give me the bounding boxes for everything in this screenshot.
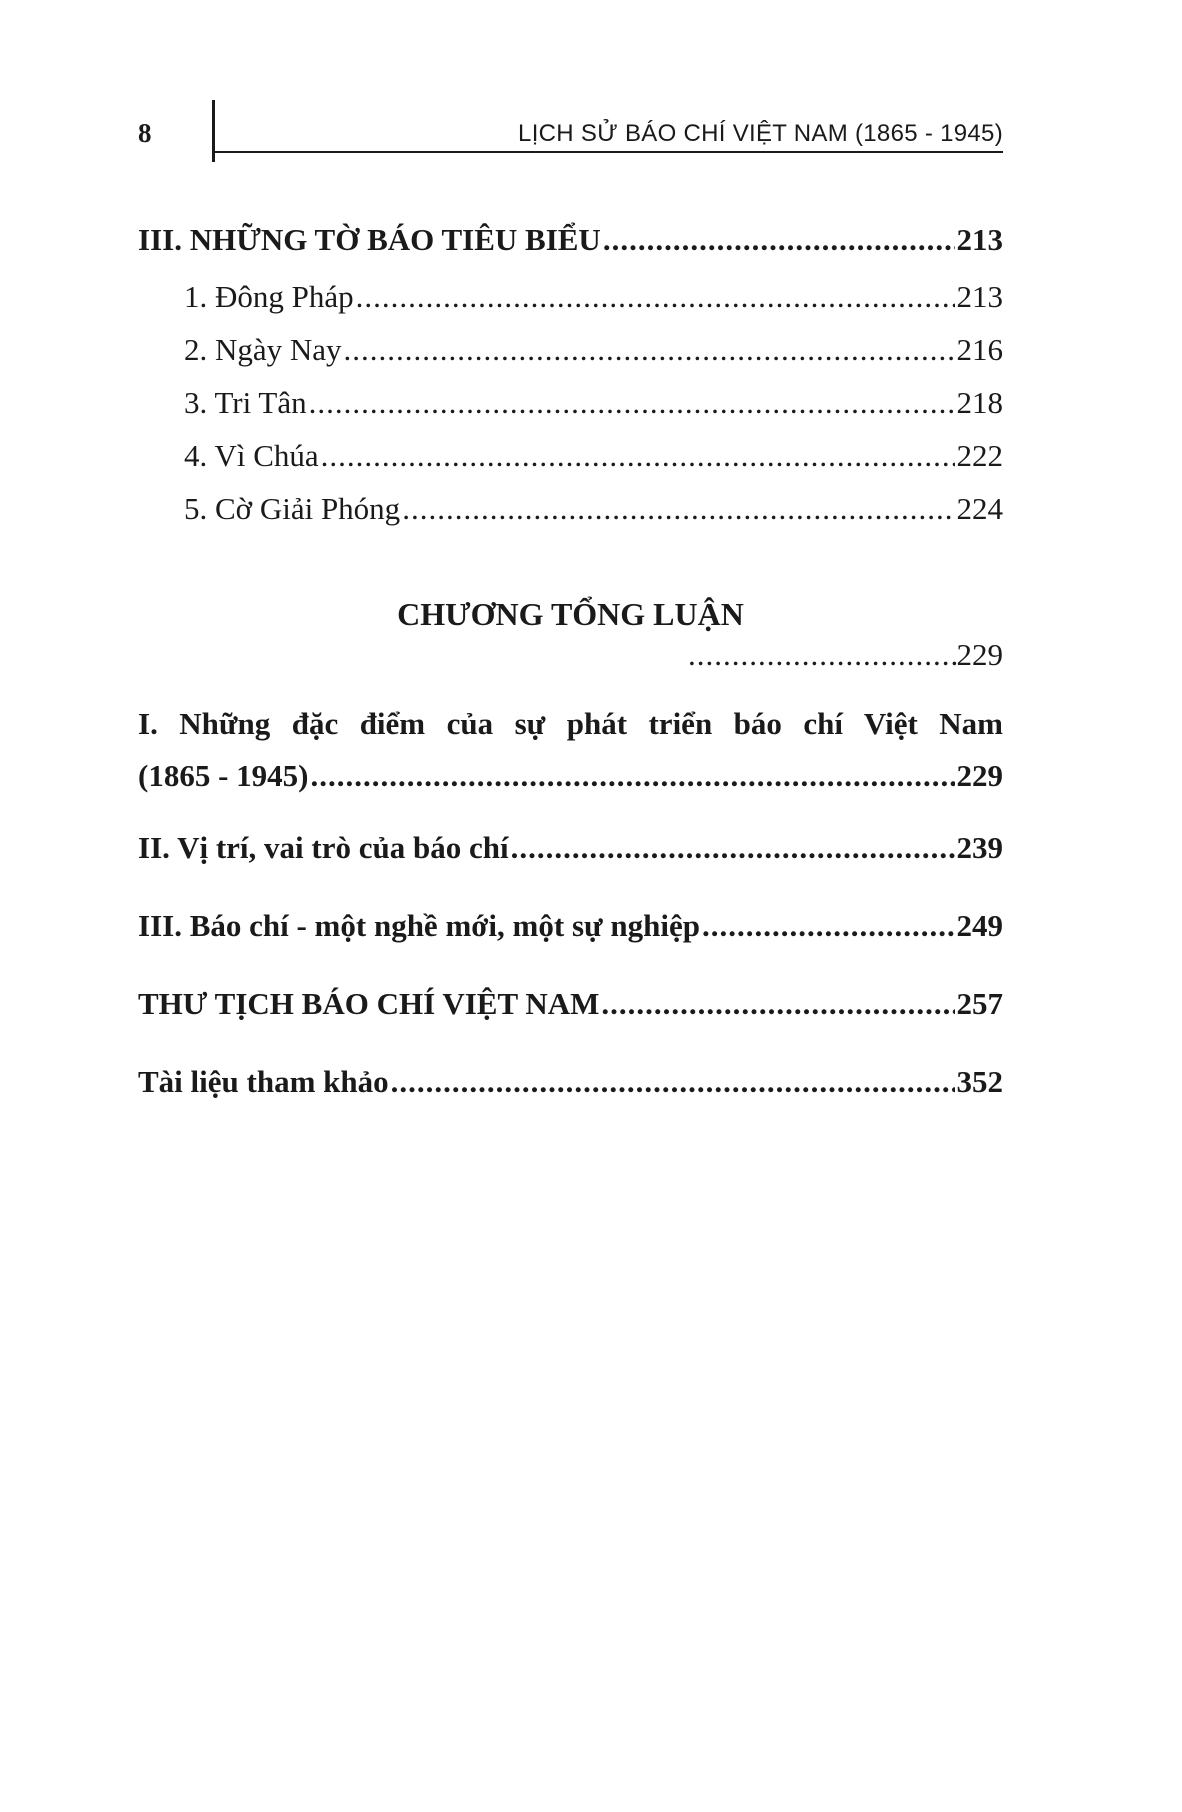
dot-leader — [309, 385, 955, 421]
toc-entry-section-iii[interactable] — [138, 222, 1003, 258]
toc-entry-label: 5. Cờ Giải Phóng — [184, 491, 401, 526]
dot-leader — [344, 332, 955, 368]
toc-sub-entry[interactable] — [184, 279, 1003, 315]
toc-entry-page: 229 — [956, 637, 1003, 672]
toc-entry-label: 4. Vì Chúa — [184, 438, 319, 473]
toc-entry-label: 1. Đông Pháp — [184, 279, 354, 314]
toc-entry-label: III. Báo chí - một nghề mới, một sự nghiệp — [138, 908, 700, 943]
toc-entry-label: 2. Ngày Nay — [184, 332, 342, 367]
toc-entry-bibliography[interactable] — [138, 986, 1003, 1022]
toc-entry-page: 239 — [956, 830, 1003, 865]
chapter-heading[interactable]: CHƯƠNG TỔNG LUẬN — [397, 596, 744, 632]
header-horizontal-rule — [214, 151, 1003, 153]
toc-entry-page: 352 — [956, 1064, 1003, 1099]
toc-entry-continuation — [138, 758, 1003, 794]
dot-leader — [391, 1064, 955, 1100]
page-number: 8 — [138, 118, 152, 148]
toc-entry-page: 229 — [956, 758, 1003, 793]
toc-entry-label: II. Vị trí, vai trò của báo chí — [138, 830, 509, 865]
toc-sub-entry[interactable] — [184, 385, 1003, 421]
dot-leader — [601, 986, 954, 1022]
toc-entry-page: 224 — [956, 491, 1003, 526]
dot-leader — [310, 758, 954, 794]
toc-entry-page: 222 — [956, 438, 1003, 473]
dot-leader — [402, 491, 954, 527]
running-title: LỊCH SỬ BÁO CHÍ VIỆT NAM (1865 - 1945) — [518, 120, 1003, 147]
dot-leader — [603, 222, 955, 258]
toc-sub-entry[interactable] — [184, 438, 1003, 474]
dot-leader — [356, 279, 955, 315]
toc-entry-label: 3. Tri Tân — [184, 385, 307, 420]
chapter-page-ref — [688, 637, 1003, 673]
dot-leader — [321, 438, 955, 474]
toc-entry-page: 257 — [956, 986, 1003, 1021]
toc-sub-entry[interactable] — [184, 332, 1003, 368]
toc-entry-label: THƯ TỊCH BÁO CHÍ VIỆT NAM — [138, 986, 600, 1021]
toc-entry-label: III. NHỮNG TỜ BÁO TIÊU BIỂU — [138, 222, 601, 257]
toc-entry-references[interactable] — [138, 1064, 1003, 1100]
toc-entry-label: Tài liệu tham khảo — [138, 1064, 389, 1099]
toc-entry-label-continued: (1865 - 1945) — [138, 758, 309, 793]
toc-entry-characteristics[interactable] — [138, 706, 1003, 794]
toc-entry-page: 249 — [956, 908, 1003, 943]
toc-entry-page: 216 — [956, 332, 1003, 367]
dot-leader — [688, 637, 957, 673]
toc-entry-page: 218 — [956, 385, 1003, 420]
toc-entry-profession[interactable] — [138, 908, 1003, 944]
toc-sub-entry[interactable] — [184, 491, 1003, 527]
dot-leader — [511, 830, 955, 866]
toc-entry-page: 213 — [956, 222, 1003, 257]
toc-entry-label: I. Những đặc điểm của sự phát triển báo chí Việt Nam — [138, 706, 1003, 741]
toc-entry-page: 213 — [956, 279, 1003, 314]
dot-leader — [702, 908, 955, 944]
page-header — [0, 0, 1182, 170]
toc-entry-role[interactable] — [138, 830, 1003, 866]
